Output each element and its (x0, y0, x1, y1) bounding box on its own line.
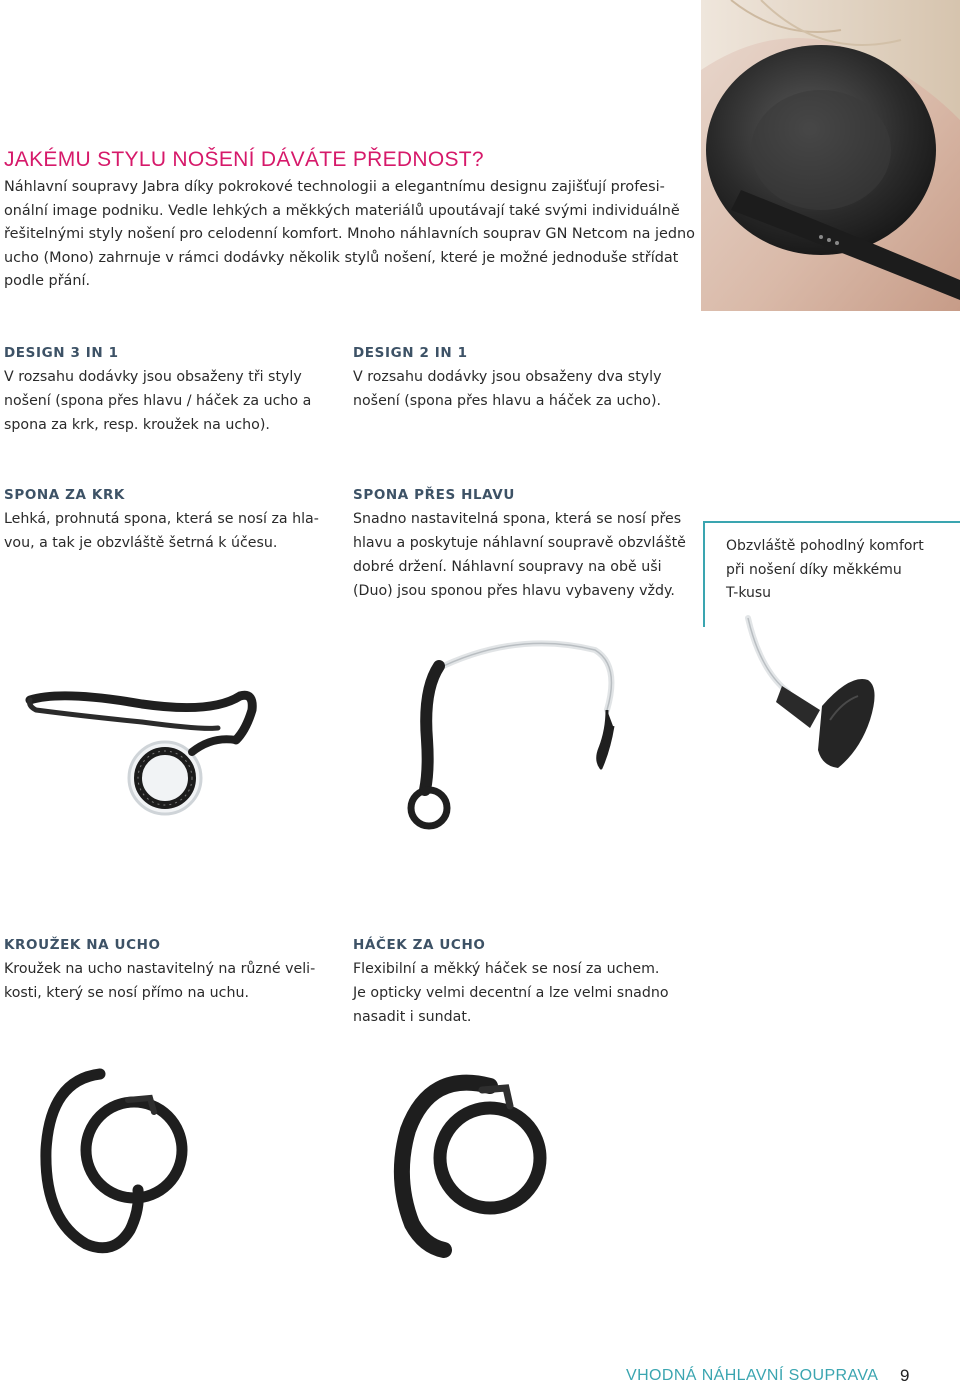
design3-heading: DESIGN 3 IN 1 (4, 345, 119, 361)
headband-line: dobré držení. Náhlavní soupravy na obě uši (353, 559, 662, 575)
neckband-text (4, 507, 319, 555)
headband-line: hlavu a poskytuje náhlavní soupravě obzvláště (353, 535, 686, 551)
headband-heading: SPONA PŘES HLAVU (353, 487, 515, 503)
callout-text (726, 535, 924, 606)
neckband-heading: SPONA ZA KRK (4, 487, 125, 503)
design3-line: spona za krk, resp. kroužek na ucho). (4, 417, 270, 433)
intro-line: Náhlavní soupravy Jabra díky pokrokové technologii a elegantnímu designu zajišťují profesi- (4, 179, 665, 195)
intro-paragraph (4, 176, 695, 294)
page-number: 9 (900, 1366, 910, 1385)
intro-line: onální image podniku. Vedle lehkých a měkkých materiálů upoutávají také svými individuálně (4, 202, 680, 219)
earhook-heading: HÁČEK ZA UCHO (353, 937, 486, 953)
earhook-line: Flexibilní a měkký háček se nosí za uchem. (353, 961, 660, 977)
design2-heading: DESIGN 2 IN 1 (353, 345, 468, 361)
callout-line: T-kusu (726, 585, 772, 601)
intro-line: ucho (Mono) zahrnuje v rámci dodávky několik stylů nošení, které je možné jednoduše střídat (4, 249, 679, 266)
earring-image (30, 1060, 210, 1260)
neckband-line: vou, a tak je obzvláště šetrná k účesu. (4, 535, 278, 551)
earring-text (4, 957, 315, 1005)
intro-line: řešitelnými styly nošení pro celodenní komfort. Mnoho náhlavních souprav GN Netcom na jedno (4, 226, 695, 243)
earhook-line: nasadit i sundat. (353, 1009, 472, 1025)
t-piece-image (730, 610, 910, 780)
intro-line: podle přání. (4, 273, 91, 290)
earring-heading: KROUŽEK NA UCHO (4, 937, 161, 953)
footer-section-title: VHODNÁ NÁHLAVNÍ SOUPRAVA (626, 1367, 879, 1384)
headband-image (395, 630, 625, 840)
design3-text (4, 365, 311, 437)
page-title: JAKÉMU STYLU NOŠENÍ DÁVÁTE PŘEDNOST? (4, 148, 484, 171)
callout-line: Obzvláště pohodlný komfort (726, 538, 924, 554)
design2-line: V rozsahu dodávky jsou obsaženy dva styly (353, 369, 662, 385)
headband-line: Snadno nastavitelná spona, která se nosí přes (353, 511, 682, 527)
earring-line: Kroužek na ucho nastavitelný na různé veli- (4, 961, 316, 977)
neckband-line: Lehká, prohnutá spona, která se nosí za hla- (4, 511, 319, 527)
headband-text (353, 507, 686, 603)
design2-line: nošení (spona přes hlavu a háček za ucho). (353, 393, 662, 409)
earhook-image (390, 1060, 570, 1260)
earhook-text (353, 957, 669, 1029)
headset-on-ear-photo (701, 0, 960, 311)
callout-line: při nošení díky měkkému (726, 561, 902, 578)
earhook-line: Je opticky velmi decentní a lze velmi snadno (353, 985, 669, 1001)
headband-line: (Duo) jsou sponou přes hlavu vybaveny vždy. (353, 583, 675, 599)
earring-line: kosti, který se nosí přímo na uchu. (4, 985, 249, 1001)
design3-line: nošení (spona přes hlavu / háček za ucho a (4, 393, 312, 409)
design2-text (353, 365, 662, 413)
design3-line: V rozsahu dodávky jsou obsaženy tři styly (4, 369, 302, 385)
neckband-image (22, 670, 262, 840)
